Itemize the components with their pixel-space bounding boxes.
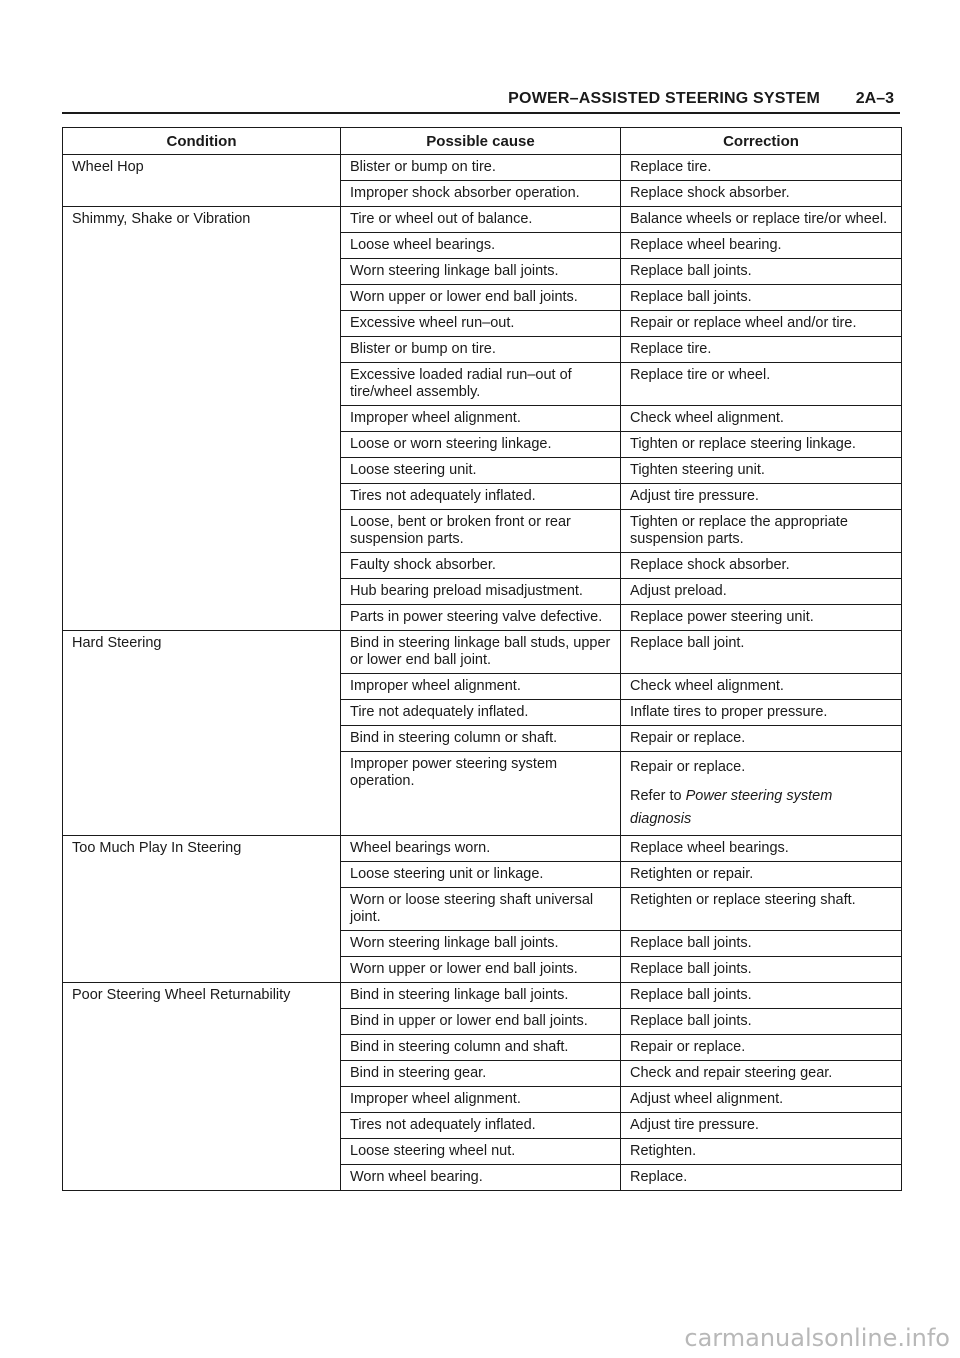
correction-cell: Retighten or replace steering shaft. [621,888,902,931]
correction-cell: Replace ball joints. [621,931,902,957]
cause-cell: Improper shock absorber operation. [341,181,621,207]
correction-cell: Replace. [621,1165,902,1191]
correction-cell: Balance wheels or replace tire/or wheel. [621,207,902,233]
cause-cell: Worn upper or lower end ball joints. [341,957,621,983]
diagnosis-table [62,127,902,1191]
cause-cell: Improper wheel alignment. [341,406,621,432]
page-number: 2A–3 [855,90,894,107]
cause-cell: Bind in steering column and shaft. [341,1035,621,1061]
correction-cell: Replace ball joints. [621,285,902,311]
column-header-correction: Correction [621,128,902,155]
correction-cell: Repair or replace wheel and/or tire. [621,311,902,337]
condition-cell: Too Much Play In Steering [63,836,341,983]
cause-cell: Improper wheel alignment. [341,674,621,700]
cause-cell: Loose, bent or broken front or rear suspension parts. [341,510,621,553]
header-rule [62,112,900,114]
table-row [63,983,902,1009]
cause-cell: Tires not adequately inflated. [341,1113,621,1139]
cause-cell: Bind in upper or lower end ball joints. [341,1009,621,1035]
cause-cell: Blister or bump on tire. [341,337,621,363]
cause-cell: Hub bearing preload misadjustment. [341,579,621,605]
correction-cell: Replace ball joints. [621,1009,902,1035]
refer-prefix: Refer to [630,788,682,804]
correction-cell: Repair or replace. [621,726,902,752]
cause-cell: Improper wheel alignment. [341,1087,621,1113]
cause-cell: Bind in steering column or shaft. [341,726,621,752]
cause-cell: Worn upper or lower end ball joints. [341,285,621,311]
correction-cell: Replace wheel bearing. [621,233,902,259]
cause-cell: Loose steering wheel nut. [341,1139,621,1165]
correction-cell: Check wheel alignment. [621,674,902,700]
watermark: carmanualsonline.info [684,1324,950,1352]
correction-cell [621,752,902,836]
cause-cell: Worn wheel bearing. [341,1165,621,1191]
column-header-condition: Condition [63,128,341,155]
cause-cell: Bind in steering gear. [341,1061,621,1087]
correction-cell: Check and repair steering gear. [621,1061,902,1087]
cause-cell: Wheel bearings worn. [341,836,621,862]
condition-cell: Hard Steering [63,631,341,836]
correction-cell: Replace tire. [621,337,902,363]
correction-cell: Check wheel alignment. [621,406,902,432]
condition-cell: Poor Steering Wheel Returnability [63,983,341,1191]
correction-cell: Replace tire or wheel. [621,363,902,406]
cause-cell: Blister or bump on tire. [341,155,621,181]
refer-link[interactable]: Power steering system diagnosis [630,788,833,827]
correction-cell: Tighten or replace steering linkage. [621,432,902,458]
condition-cell: Wheel Hop [63,155,341,207]
correction-cell: Replace power steering unit. [621,605,902,631]
diagnosis-table-body [63,155,902,1191]
cause-cell: Faulty shock absorber. [341,553,621,579]
condition-cell: Shimmy, Shake or Vibration [63,207,341,631]
cause-cell: Excessive wheel run–out. [341,311,621,337]
cause-cell: Bind in steering linkage ball joints. [341,983,621,1009]
cause-cell: Tire not adequately inflated. [341,700,621,726]
cause-cell: Improper power steering system operation. [341,752,621,836]
table-row [63,207,902,233]
correction-cell: Inflate tires to proper pressure. [621,700,902,726]
correction-cell: Tighten or replace the appropriate suspension parts. [621,510,902,553]
cause-cell: Loose steering unit. [341,458,621,484]
correction-cell: Adjust wheel alignment. [621,1087,902,1113]
cause-cell: Loose wheel bearings. [341,233,621,259]
table-row [63,836,902,862]
correction-cell: Repair or replace. [621,1035,902,1061]
correction-cell: Replace ball joints. [621,983,902,1009]
table-row [63,631,902,674]
table-row [63,155,902,181]
cause-cell: Tire or wheel out of balance. [341,207,621,233]
cause-cell: Worn steering linkage ball joints. [341,259,621,285]
correction-cell: Replace ball joints. [621,957,902,983]
page-header [62,86,900,114]
cause-cell: Tires not adequately inflated. [341,484,621,510]
correction-text: Repair or replace. [630,759,746,775]
correction-cell: Adjust tire pressure. [621,1113,902,1139]
cause-cell: Loose or worn steering linkage. [341,432,621,458]
table-header-row [63,128,902,155]
correction-cell: Replace wheel bearings. [621,836,902,862]
correction-cell: Replace tire. [621,155,902,181]
cause-cell: Loose steering unit or linkage. [341,862,621,888]
column-header-cause: Possible cause [341,128,621,155]
cause-cell: Excessive loaded radial run–out of tire/wheel assembly. [341,363,621,406]
cause-cell: Bind in steering linkage ball studs, upper or lower end ball joint. [341,631,621,674]
cause-cell: Parts in power steering valve defective. [341,605,621,631]
correction-cell: Replace shock absorber. [621,553,902,579]
section-title: POWER–ASSISTED STEERING SYSTEM [508,90,820,107]
correction-cell: Tighten steering unit. [621,458,902,484]
correction-cell: Adjust preload. [621,579,902,605]
correction-cell: Replace shock absorber. [621,181,902,207]
correction-cell: Replace ball joints. [621,259,902,285]
cause-cell: Worn or loose steering shaft universal joint. [341,888,621,931]
refer-note [630,785,892,831]
correction-cell: Retighten or repair. [621,862,902,888]
correction-cell: Replace ball joint. [621,631,902,674]
correction-cell: Retighten. [621,1139,902,1165]
cause-cell: Worn steering linkage ball joints. [341,931,621,957]
correction-cell: Adjust tire pressure. [621,484,902,510]
